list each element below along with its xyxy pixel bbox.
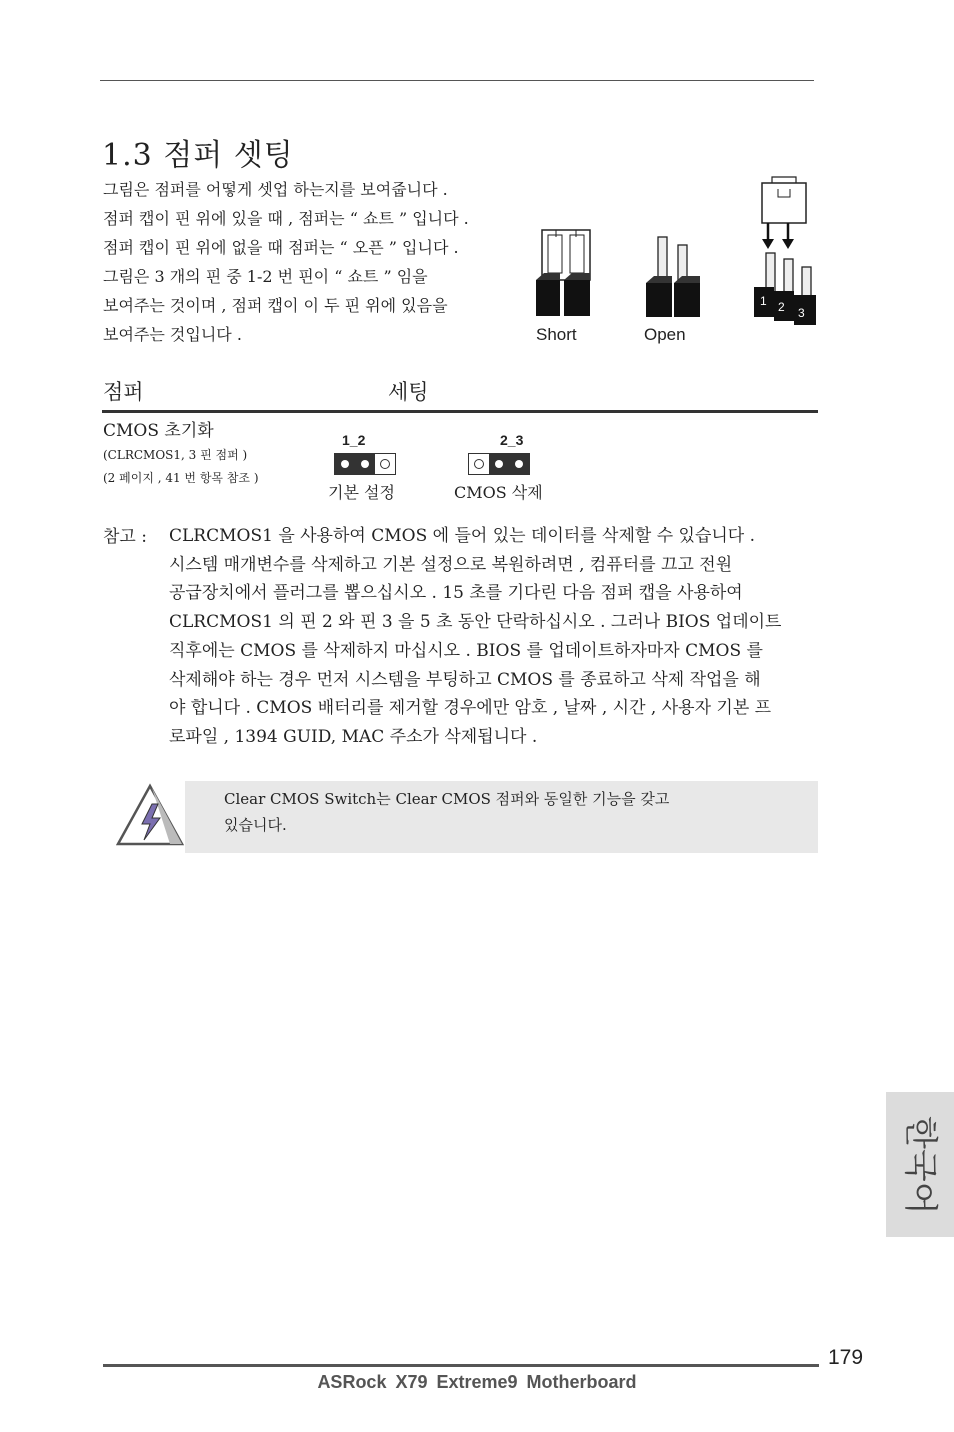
short-jumper-figure <box>536 230 590 316</box>
pin-shorted <box>509 454 529 474</box>
note-line: 로파일 , 1394 GUID, MAC 주소가 삭제됩니다 . <box>169 726 538 747</box>
note-line: 삭제해야 하는 경우 먼저 시스템을 부팅하고 CMOS 를 종료하고 삭제 작업을 해 <box>169 669 761 690</box>
table-header-rule <box>102 410 818 413</box>
intro-line: 점퍼 캡이 핀 위에 있을 때 , 점퍼는 “ 쇼트 ” 입니다 . <box>103 209 469 228</box>
column-header-jumper: 점퍼 <box>103 380 144 404</box>
clear-pins-label: 2_3 <box>500 432 524 448</box>
note-line: 공급장치에서 플러그를 뽑으십시오 . 15 초를 기다린 다음 점퍼 캡을 사용하여 <box>169 583 743 604</box>
default-setting-label: 기본 설정 <box>328 483 395 502</box>
short-label: Short <box>536 325 577 344</box>
open-jumper-figure <box>646 237 700 317</box>
clear-jumper-diagram <box>468 453 530 475</box>
clear-setting-label: CMOS 삭제 <box>454 483 543 502</box>
intro-line: 점퍼 캡이 핀 위에 없을 때 점퍼는 “ 오픈 ” 입니다 . <box>103 238 459 257</box>
three-pin-jumper-figure <box>754 177 816 325</box>
cmos-clear-title: CMOS 초기화 <box>103 421 214 441</box>
warning-line: Clear CMOS Switch는 Clear CMOS 점퍼와 동일한 기능을 갖고 <box>224 790 670 808</box>
intro-line: 그림은 점퍼를 어떻게 셋업 하는지를 보여줍니다 . <box>103 180 448 199</box>
column-header-setting: 세팅 <box>388 380 429 404</box>
footer-rule <box>103 1364 819 1367</box>
note-line: CLRCMOS1 의 핀 2 와 핀 3 을 5 초 동안 단락하십시오 . 그러나 BIOS 업데이트 <box>169 612 782 633</box>
pin-shorted <box>355 454 375 474</box>
note-line: 야 합니다 . CMOS 배터리를 제거할 경우에만 암호 , 날짜 , 시간 , 사용자 기본 프 <box>169 698 772 719</box>
language-tab-label: 한국어 <box>900 1115 940 1215</box>
pin-open <box>469 454 489 474</box>
page-number: 179 <box>828 1346 864 1369</box>
default-jumper-diagram <box>334 453 396 475</box>
warning-line: 있습니다. <box>224 816 287 834</box>
note-label: 참고 : <box>103 527 147 547</box>
jumper-illustration <box>528 175 828 335</box>
pin-shorted <box>335 454 355 474</box>
open-label: Open <box>644 325 686 344</box>
pin-shorted <box>489 454 509 474</box>
pin-number-2: 2 <box>778 300 785 314</box>
note-text <box>169 522 818 752</box>
pin-number-1: 1 <box>760 294 767 308</box>
note-line: CLRCMOS1 을 사용하여 CMOS 에 들어 있는 데이터를 삭제할 수 있습니다 . <box>169 526 756 546</box>
intro-line: 보여주는 것이며 , 점퍼 캡이 이 두 핀 위에 있음을 <box>103 296 448 315</box>
intro-text <box>103 175 543 349</box>
note-line: 시스템 매개변수를 삭제하고 기본 설정으로 복원하려면 , 컴퓨터를 끄고 전원 <box>169 554 733 575</box>
pin-open <box>375 454 395 474</box>
cmos-clear-reference: (2 페이지 , 41 번 항목 참조 ) <box>103 471 259 485</box>
pin-number-3: 3 <box>798 306 805 320</box>
top-rule <box>100 80 814 81</box>
intro-line: 보여주는 것입니다 . <box>103 325 242 344</box>
default-pins-label: 1_2 <box>342 432 366 448</box>
intro-line: 그림은 3 개의 핀 중 1-2 번 핀이 “ 쇼트 ” 임을 <box>103 267 428 286</box>
note-line: 직후에는 CMOS 를 삭제하지 마십시오 . BIOS 를 업데이트하자마자 CMOS 를 <box>169 640 763 661</box>
cmos-clear-subtitle: (CLRCMOS1, 3 핀 점퍼 ) <box>103 448 248 462</box>
warning-text <box>224 786 669 838</box>
footer-title: ASRock X79 Extreme9 Motherboard <box>317 1372 637 1392</box>
warning-icon <box>116 782 186 848</box>
section-title: 1.3 점퍼 셋팅 <box>102 138 294 173</box>
